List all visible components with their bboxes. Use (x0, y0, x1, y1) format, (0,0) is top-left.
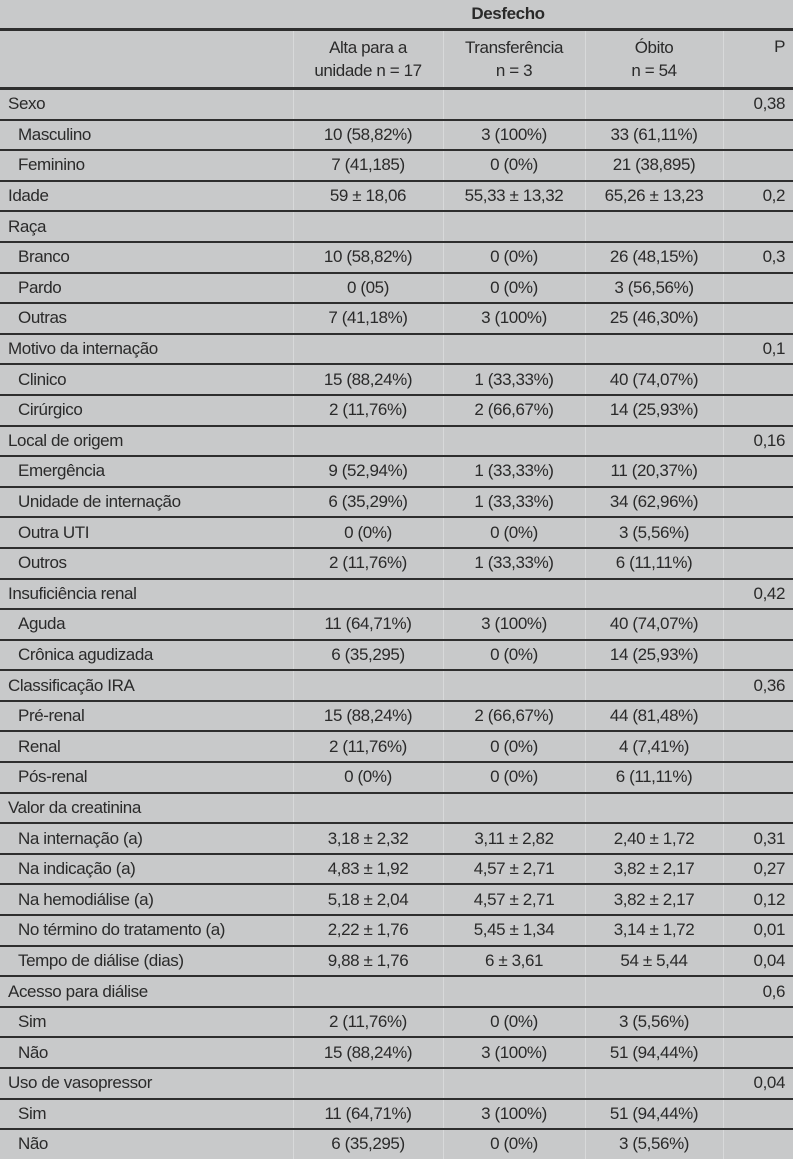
cell-transferencia: 0 (0%) (443, 640, 585, 671)
cell-obito (585, 793, 723, 824)
table-row (0, 1099, 793, 1130)
empty-header-cell (723, 0, 793, 30)
row-label: Sim (0, 1007, 293, 1038)
column-header-transferencia: Transferência n = 3 (443, 30, 585, 89)
cell-p-value: 0,01 (723, 915, 793, 946)
cell-p-value (723, 120, 793, 151)
cell-obito: 3,82 ± 2,17 (585, 854, 723, 885)
row-label: Na hemodiálise (a) (0, 884, 293, 915)
cell-obito: 11 (20,37%) (585, 456, 723, 487)
cell-transferencia: 2 (66,67%) (443, 701, 585, 732)
row-label: Pós-renal (0, 762, 293, 793)
row-label: Raça (0, 211, 293, 242)
table-row (0, 273, 793, 304)
cell-transferencia: 4,57 ± 2,71 (443, 854, 585, 885)
row-label: Não (0, 1037, 293, 1068)
row-label: Masculino (0, 120, 293, 151)
cell-transferencia (443, 670, 585, 701)
cell-p-value (723, 609, 793, 640)
row-label: Acesso para diálise (0, 976, 293, 1007)
cell-transferencia (443, 426, 585, 457)
cell-p-value (723, 793, 793, 824)
cell-p-value: 0,27 (723, 854, 793, 885)
cell-alta: 0 (0%) (293, 517, 443, 548)
table-row (0, 915, 793, 946)
cell-alta: 7 (41,18%) (293, 303, 443, 334)
row-label: Outros (0, 548, 293, 579)
table-row (0, 211, 793, 242)
cell-obito: 26 (48,15%) (585, 242, 723, 273)
cell-transferencia: 0 (0%) (443, 242, 585, 273)
cell-transferencia: 0 (0%) (443, 731, 585, 762)
table-row (0, 548, 793, 579)
table-row (0, 823, 793, 854)
cell-p-value (723, 364, 793, 395)
cell-obito: 25 (46,30%) (585, 303, 723, 334)
cell-transferencia: 3,11 ± 2,82 (443, 823, 585, 854)
cell-transferencia: 3 (100%) (443, 1037, 585, 1068)
cell-alta (293, 976, 443, 1007)
cell-obito: 51 (94,44%) (585, 1037, 723, 1068)
cell-obito: 33 (61,11%) (585, 120, 723, 151)
cell-alta: 9,88 ± 1,76 (293, 946, 443, 977)
column-header-p: P (723, 30, 793, 89)
cell-transferencia: 0 (0%) (443, 1129, 585, 1159)
cell-transferencia: 2 (66,67%) (443, 395, 585, 426)
row-label: Uso de vasopressor (0, 1068, 293, 1099)
cell-alta: 15 (88,24%) (293, 1037, 443, 1068)
cell-obito: 6 (11,11%) (585, 548, 723, 579)
cell-alta (293, 793, 443, 824)
cell-obito: 14 (25,93%) (585, 395, 723, 426)
cell-obito: 6 (11,11%) (585, 762, 723, 793)
cell-alta: 4,83 ± 1,92 (293, 854, 443, 885)
table-row (0, 884, 793, 915)
table-row (0, 334, 793, 365)
cell-transferencia (443, 1068, 585, 1099)
cell-obito (585, 670, 723, 701)
cell-p-value (723, 762, 793, 793)
cell-obito (585, 1068, 723, 1099)
cell-p-value: 0,16 (723, 426, 793, 457)
table-row (0, 517, 793, 548)
cell-alta (293, 1068, 443, 1099)
cell-obito: 21 (38,895) (585, 150, 723, 181)
cell-p-value (723, 487, 793, 518)
cell-obito: 3 (5,56%) (585, 517, 723, 548)
cell-p-value (723, 548, 793, 579)
row-label: Idade (0, 181, 293, 212)
row-label: Classificação IRA (0, 670, 293, 701)
cell-p-value: 0,36 (723, 670, 793, 701)
cell-transferencia: 1 (33,33%) (443, 487, 585, 518)
table-row (0, 150, 793, 181)
table-row (0, 303, 793, 334)
row-label: Motivo da internação (0, 334, 293, 365)
cell-p-value (723, 731, 793, 762)
row-label: Na indicação (a) (0, 854, 293, 885)
cell-transferencia: 5,45 ± 1,34 (443, 915, 585, 946)
table-row (0, 364, 793, 395)
cell-transferencia: 1 (33,33%) (443, 548, 585, 579)
cell-alta: 2 (11,76%) (293, 731, 443, 762)
cell-obito: 3 (56,56%) (585, 273, 723, 304)
cell-obito: 14 (25,93%) (585, 640, 723, 671)
cell-p-value (723, 1129, 793, 1159)
cell-p-value (723, 1007, 793, 1038)
row-label: No término do tratamento (a) (0, 915, 293, 946)
row-label: Crônica agudizada (0, 640, 293, 671)
cell-obito: 44 (81,48%) (585, 701, 723, 732)
cell-p-value (723, 1099, 793, 1130)
cell-p-value (723, 303, 793, 334)
table-row (0, 426, 793, 457)
cell-alta: 2 (11,76%) (293, 395, 443, 426)
row-label: Local de origem (0, 426, 293, 457)
cell-alta (293, 426, 443, 457)
row-label: Emergência (0, 456, 293, 487)
row-label: Tempo de diálise (dias) (0, 946, 293, 977)
cell-transferencia: 1 (33,33%) (443, 364, 585, 395)
cell-alta: 2 (11,76%) (293, 548, 443, 579)
cell-p-value (723, 1037, 793, 1068)
cell-transferencia: 3 (100%) (443, 120, 585, 151)
row-label: Sexo (0, 89, 293, 120)
cell-obito: 3,82 ± 2,17 (585, 884, 723, 915)
cell-transferencia: 3 (100%) (443, 303, 585, 334)
cell-alta: 9 (52,94%) (293, 456, 443, 487)
cell-transferencia (443, 793, 585, 824)
cell-p-value: 0,2 (723, 181, 793, 212)
table-row (0, 89, 793, 120)
cell-transferencia (443, 334, 585, 365)
table-row (0, 731, 793, 762)
cell-p-value (723, 395, 793, 426)
cell-obito: 51 (94,44%) (585, 1099, 723, 1130)
cell-p-value: 0,42 (723, 579, 793, 610)
cell-alta (293, 670, 443, 701)
row-label: Feminino (0, 150, 293, 181)
table-row (0, 854, 793, 885)
cell-obito: 3 (5,56%) (585, 1129, 723, 1159)
row-label: Renal (0, 731, 293, 762)
table-row (0, 1068, 793, 1099)
cell-alta: 3,18 ± 2,32 (293, 823, 443, 854)
cell-alta: 5,18 ± 2,04 (293, 884, 443, 915)
cell-alta (293, 211, 443, 242)
cell-transferencia: 3 (100%) (443, 1099, 585, 1130)
cell-p-value: 0,1 (723, 334, 793, 365)
cell-obito: 4 (7,41%) (585, 731, 723, 762)
cell-obito (585, 89, 723, 120)
table-row (0, 976, 793, 1007)
table-row (0, 701, 793, 732)
table-row (0, 1007, 793, 1038)
row-label: Outra UTI (0, 517, 293, 548)
row-label: Cirúrgico (0, 395, 293, 426)
cell-obito: 40 (74,07%) (585, 609, 723, 640)
cell-alta: 0 (0%) (293, 762, 443, 793)
cell-alta: 10 (58,82%) (293, 120, 443, 151)
table-row (0, 242, 793, 273)
cell-p-value (723, 456, 793, 487)
cell-obito: 65,26 ± 13,23 (585, 181, 723, 212)
cell-obito (585, 211, 723, 242)
cell-alta: 11 (64,71%) (293, 609, 443, 640)
cell-obito (585, 426, 723, 457)
cell-transferencia: 0 (0%) (443, 762, 585, 793)
row-label: Aguda (0, 609, 293, 640)
cell-p-value (723, 211, 793, 242)
cell-p-value: 0,12 (723, 884, 793, 915)
cell-p-value: 0,31 (723, 823, 793, 854)
cell-obito (585, 976, 723, 1007)
cell-transferencia: 0 (0%) (443, 150, 585, 181)
table-row (0, 395, 793, 426)
table-row (0, 579, 793, 610)
table-body (0, 89, 793, 1159)
cell-alta: 6 (35,295) (293, 640, 443, 671)
table-row (0, 1037, 793, 1068)
table-row (0, 640, 793, 671)
row-label: Na internação (a) (0, 823, 293, 854)
cell-transferencia (443, 976, 585, 1007)
table-row (0, 762, 793, 793)
row-label: Não (18, 1134, 48, 1154)
row-label: Sim (0, 1099, 293, 1130)
desfecho-header: Desfecho (293, 0, 723, 30)
cell-alta: 2 (11,76%) (293, 1007, 443, 1038)
cell-alta (293, 579, 443, 610)
cell-transferencia: 4,57 ± 2,71 (443, 884, 585, 915)
row-label: Clinico (0, 364, 293, 395)
cell-alta: 59 ± 18,06 (293, 181, 443, 212)
cell-p-value: 0,6 (723, 976, 793, 1007)
table-row (0, 793, 793, 824)
cell-p-value (723, 701, 793, 732)
cell-alta: 7 (41,185) (293, 150, 443, 181)
cell-transferencia: 0 (0%) (443, 1007, 585, 1038)
table-row (0, 487, 793, 518)
cell-p-value (723, 517, 793, 548)
cell-alta: 6 (35,29%) (293, 487, 443, 518)
empty-header-cell (0, 0, 293, 30)
table-row (0, 181, 793, 212)
cell-p-value (723, 273, 793, 304)
cell-p-value (723, 150, 793, 181)
table-row (0, 946, 793, 977)
table-row (0, 1129, 793, 1159)
cell-alta: 11 (64,71%) (293, 1099, 443, 1130)
row-label: Outras (0, 303, 293, 334)
cell-obito: 34 (62,96%) (585, 487, 723, 518)
cell-alta: 15 (88,24%) (293, 364, 443, 395)
cell-p-value: 0,38 (723, 89, 793, 120)
row-label: Unidade de internação (0, 487, 293, 518)
cell-obito: 3,14 ± 1,72 (585, 915, 723, 946)
cell-transferencia: 55,33 ± 13,32 (443, 181, 585, 212)
table-row (0, 670, 793, 701)
cell-alta: 10 (58,82%) (293, 242, 443, 273)
cell-p-value: 0,04 (723, 946, 793, 977)
row-label: Pardo (0, 273, 293, 304)
cell-obito (585, 334, 723, 365)
column-header-alta: Alta para a unidade n = 17 (293, 30, 443, 89)
cell-transferencia: 0 (0%) (443, 273, 585, 304)
cell-obito: 2,40 ± 1,72 (585, 823, 723, 854)
cell-transferencia: 1 (33,33%) (443, 456, 585, 487)
cell-transferencia (443, 579, 585, 610)
cell-obito: 3 (5,56%) (585, 1007, 723, 1038)
cell-transferencia (443, 211, 585, 242)
cell-alta (293, 334, 443, 365)
table-row (0, 456, 793, 487)
super-header-row (0, 0, 793, 30)
cell-alta: 0 (05) (293, 273, 443, 304)
cell-transferencia (443, 89, 585, 120)
cell-transferencia: 6 ± 3,61 (443, 946, 585, 977)
cell-obito (585, 579, 723, 610)
row-label: Branco (0, 242, 293, 273)
cell-obito: 40 (74,07%) (585, 364, 723, 395)
cell-p-value: 0,3 (723, 242, 793, 273)
cell-alta: 15 (88,24%) (293, 701, 443, 732)
cell-obito: 54 ± 5,44 (585, 946, 723, 977)
row-label: Valor da creatinina (0, 793, 293, 824)
cell-alta: 6 (35,295) (293, 1129, 443, 1159)
row-label: Pré-renal (0, 701, 293, 732)
row-label: Insuficiência renal (0, 579, 293, 610)
cell-transferencia: 3 (100%) (443, 609, 585, 640)
table-row (0, 120, 793, 151)
column-header-obito: Óbito n = 54 (585, 30, 723, 89)
cell-transferencia: 0 (0%) (443, 517, 585, 548)
cell-alta (293, 89, 443, 120)
column-header-row (0, 30, 793, 89)
cell-alta: 2,22 ± 1,76 (293, 915, 443, 946)
cell-p-value (723, 640, 793, 671)
empty-header-cell (0, 30, 293, 89)
cell-p-value: 0,04 (723, 1068, 793, 1099)
table-row (0, 609, 793, 640)
